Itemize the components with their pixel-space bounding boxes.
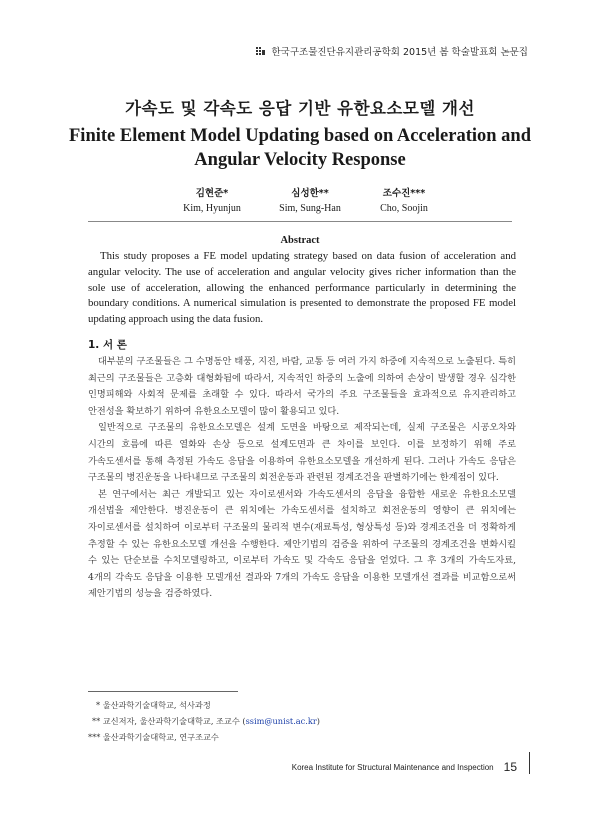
footer-text: Korea Institute for Structural Maintenance and Inspection	[291, 762, 494, 772]
footnotes	[88, 697, 320, 745]
footnote-1-text: 울산과학기술대학교, 석사과정	[102, 700, 211, 710]
paragraph-1: 대부분의 구조물들은 그 수명동안 태풍, 지진, 바람, 교통 등 여러 가지 하중에 지속적으로 노출된다. 특히 최근의 구조물들은 고층화 대형화됨에 따라서, 지속적인 하중의 노출에 의하여 손상이 발생할 경우 심각한 인명피해와 사회적 문제를 초래할 수 있다. 따라서 국가의 주요 구조물들을 효과적으로 유지관리하고 안전성을 확보하기 위하여 유한요소모델이 많이 활용되고 있다.	[88, 356, 516, 417]
title-korean: 가속도 및 각속도 응답 기반 유한요소모델 개선	[125, 99, 475, 118]
section-body	[88, 354, 516, 603]
footnote-2	[88, 713, 320, 729]
page-number: 15	[503, 760, 517, 774]
paragraph-2: 일반적으로 구조물의 유한요소모델은 설계 도면을 바탕으로 제작되는데, 실제 구조물은 시공오차와 시간의 흐름에 따른 열화와 손상 등으로 설계도면과 큰 차이를 보인다. 이를 보정하기 위해 주로 가속도센서를 통해 측정된 가속도 응답을 이용하여 유한요소모델을 개선하게 된다. 그러나 가속도 응답은 구조물의 병진운동을 나타내므로 구조물의 회전운동과 관련된 경계조건을 판별하기에는 한계점이 있다.	[88, 422, 516, 484]
title-english-line1: Finite Element Model Updating based on Acceleration and	[69, 126, 531, 146]
header-text: 한국구조물진단유지관리공학회 2015년 봄 학술발표회 논문집	[271, 47, 528, 58]
footnote-1-mark: *	[96, 700, 101, 710]
footnote-1	[88, 697, 320, 713]
title-english	[60, 124, 540, 172]
author-1-english: Kim, Hyunjun	[183, 203, 241, 214]
author-3-korean: 조수진***	[382, 188, 426, 199]
abstract-text: This study proposes a FE model updating strategy based on data fusion of acceleration and angular velocity. The use of acceleration and angular velocity gives richer information than the sole use of acceleration, allowing the enhanced performance particularly in determining the boundary conditions. A numerical simulation is presented to demonstrate the proposed FE model updating approach using the data fusion.	[88, 250, 516, 326]
author-1-korean: 김현준*	[195, 188, 229, 199]
paragraph-3: 본 연구에서는 최근 개발되고 있는 자이로센서와 가속도센서의 응답을 융합한 새로운 유한요소모델 개선법을 제안한다. 병진운동이 큰 위치에는 가속도센서를 설치하고 회전운동의 영향이 큰 위치에는 자이로센서를 설치하여 이로부터 구조물의 물리적 변수(재료특성, 형상특성 등)와 경계조건을 더 정확하게 추정할 수 있는 유한요소모델 개선을 수행한다. 제안기법의 검증을 위하여 구조물의 경계조건을 변화시킬 수 있는 단순보를 수치모델링하고, 이로부터 가속도 및 각속도 응답을 얻었다. 그 후 3개의 가속도자료, 4개의 각속도 응답을 이용한 모델개선 결과와 7개의 가속도 응답을 이용한 모델개선 결과를 비교함으로써 제안기법의 성능을 검증하였다.	[88, 488, 516, 600]
footer	[292, 760, 517, 774]
footnote-2-email[interactable]: ssim@unist.ac.kr	[245, 716, 317, 726]
section-heading: 1. 서 론	[88, 339, 127, 351]
author-3	[344, 186, 464, 216]
footnote-2-text: 교신저자, 울산과학기술대학교, 조교수 (	[102, 716, 246, 726]
divider	[88, 221, 512, 222]
title-english-line2: Angular Velocity Response	[194, 150, 406, 170]
footnote-3	[88, 729, 320, 745]
journal-logo-icon	[256, 46, 266, 56]
author-3-english: Cho, Soojin	[380, 203, 428, 214]
footnote-3-mark: ***	[88, 732, 101, 742]
author-2-english: Sim, Sung-Han	[279, 203, 341, 214]
author-2-korean: 심성한**	[291, 188, 329, 199]
footnote-2-suffix: )	[316, 716, 320, 726]
footnote-2-mark: **	[92, 716, 101, 726]
footnote-3-text: 울산과학기술대학교, 연구조교수	[102, 732, 219, 742]
header	[256, 44, 528, 58]
abstract-heading: Abstract	[280, 235, 320, 246]
footnote-divider	[88, 691, 238, 692]
footer-bar	[529, 752, 530, 774]
